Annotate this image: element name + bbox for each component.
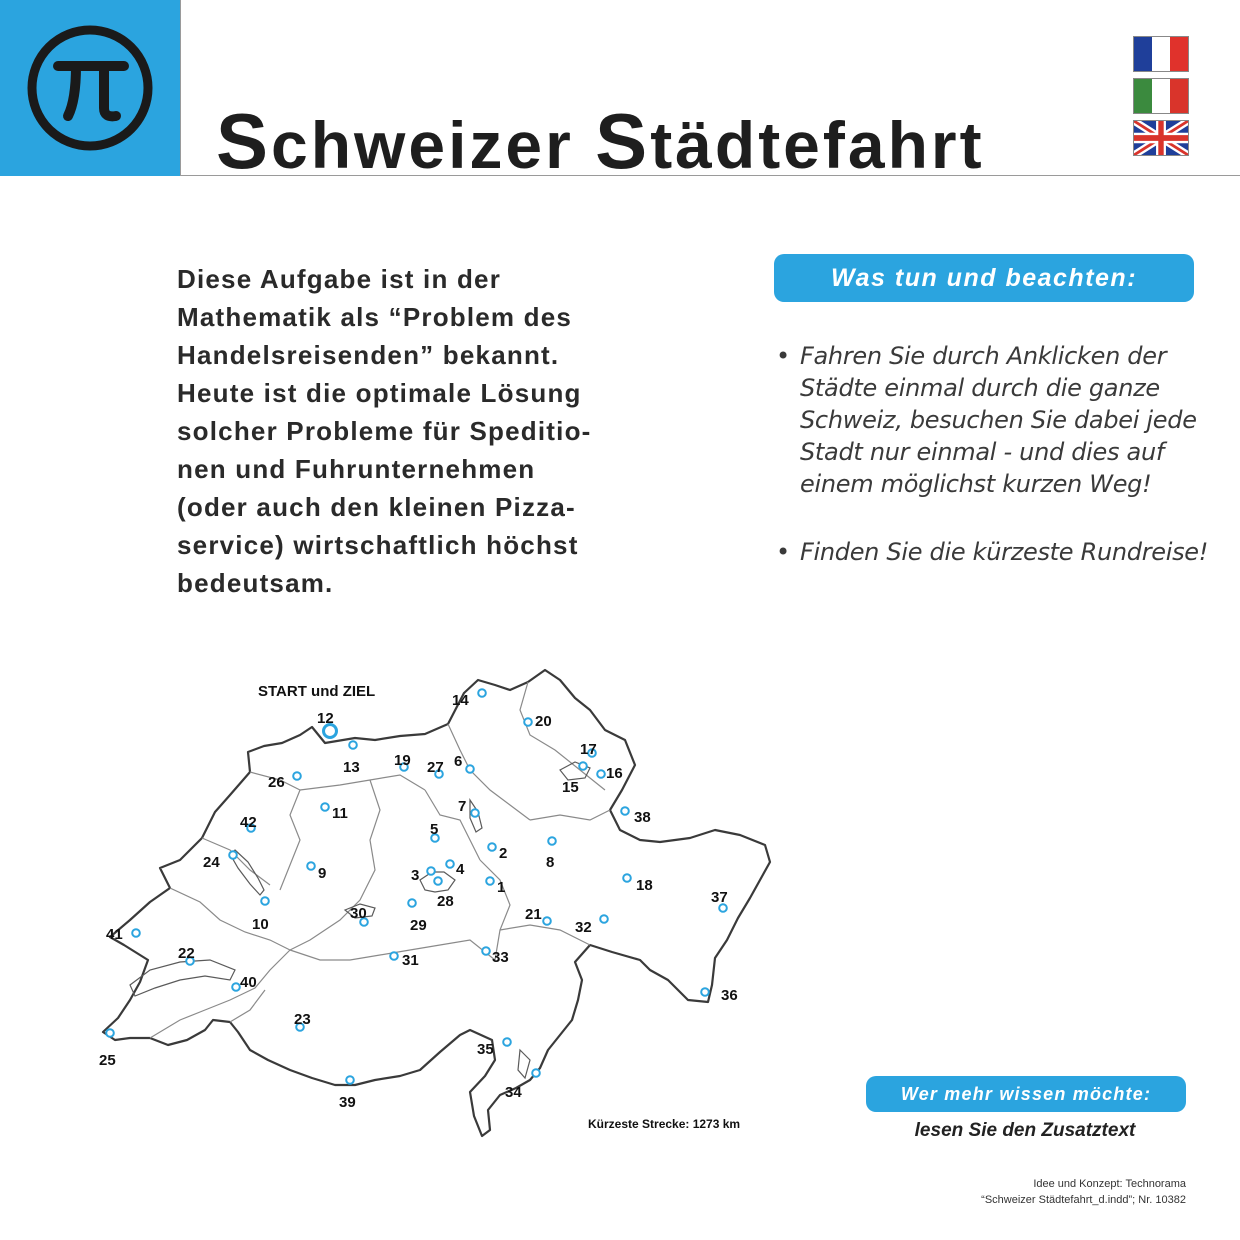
city-label-23: 23 xyxy=(294,1011,311,1028)
intro-line: service) wirtschaftlich höchst xyxy=(177,530,579,560)
city-label-15: 15 xyxy=(562,779,579,796)
city-label-12: 12 xyxy=(317,710,334,727)
instructions-heading: Was tun und beachten: xyxy=(774,254,1194,302)
instruction-line: Stadt nur einmal - und dies auf xyxy=(800,438,1165,466)
credits-line: “Schweizer Städtefahrt_d.indd”; Nr. 10382 xyxy=(981,1194,1186,1206)
intro-line: Handelsreisenden” bekannt. xyxy=(177,340,560,370)
city-marker-31[interactable] xyxy=(390,952,398,960)
credits xyxy=(981,1176,1186,1208)
city-marker-35[interactable] xyxy=(503,1038,511,1046)
title-initial-1: S xyxy=(216,97,272,185)
title-word-1: chweizer xyxy=(271,108,596,182)
city-label-22: 22 xyxy=(178,945,195,962)
city-marker-28[interactable] xyxy=(434,877,442,885)
instruction-line: Schweiz, besuchen Sie dabei jede xyxy=(800,406,1197,434)
city-marker-33[interactable] xyxy=(482,947,490,955)
more-info-heading: Wer mehr wissen möchte: xyxy=(866,1076,1186,1112)
city-label-32: 32 xyxy=(575,919,592,936)
instruction-line: einem möglichst kurzen Weg! xyxy=(800,470,1152,498)
city-label-16: 16 xyxy=(606,765,623,782)
city-marker-4[interactable] xyxy=(446,860,454,868)
pi-icon xyxy=(0,0,180,176)
city-marker-13[interactable] xyxy=(349,741,357,749)
start-finish-label: START und ZIEL xyxy=(258,683,376,700)
city-label-19: 19 xyxy=(394,752,411,769)
switzerland-map xyxy=(0,640,800,1140)
city-marker-36[interactable] xyxy=(701,988,709,996)
intro-line: Mathematik als “Problem des xyxy=(177,302,573,332)
city-label-17: 17 xyxy=(580,741,597,758)
city-label-26: 26 xyxy=(268,774,285,791)
city-label-24: 24 xyxy=(203,854,220,871)
city-label-5: 5 xyxy=(430,821,439,838)
city-marker-11[interactable] xyxy=(321,803,329,811)
city-marker-29[interactable] xyxy=(408,899,416,907)
city-label-10: 10 xyxy=(252,916,269,933)
city-marker-39[interactable] xyxy=(346,1076,354,1084)
city-label-34: 34 xyxy=(505,1084,522,1101)
city-marker-15[interactable] xyxy=(579,762,587,770)
intro-line: nen und Fuhrunternehmen xyxy=(177,454,536,484)
flag-france-icon[interactable] xyxy=(1133,36,1189,72)
city-marker-14[interactable] xyxy=(478,689,486,697)
city-marker-41[interactable] xyxy=(132,929,140,937)
city-label-18: 18 xyxy=(636,877,653,894)
flag-uk-icon[interactable] xyxy=(1133,120,1189,156)
instruction-line: Fahren Sie durch Anklicken der xyxy=(800,342,1167,370)
logo-panel xyxy=(0,0,180,176)
city-marker-34[interactable] xyxy=(532,1069,540,1077)
city-label-9: 9 xyxy=(318,865,327,882)
instruction-line: Finden Sie die kürzeste Rundreise! xyxy=(800,538,1209,566)
city-marker-18[interactable] xyxy=(623,874,631,882)
intro-line: Heute ist die optimale Lösung xyxy=(177,378,582,408)
city-label-21: 21 xyxy=(525,906,542,923)
city-marker-26[interactable] xyxy=(293,772,301,780)
intro-line: (oder auch den kleinen Pizza- xyxy=(177,492,576,522)
city-label-28: 28 xyxy=(437,893,454,910)
city-label-36: 36 xyxy=(721,987,738,1004)
city-label-8: 8 xyxy=(546,854,555,871)
bullet: • xyxy=(776,538,790,566)
city-marker-9[interactable] xyxy=(307,862,315,870)
city-marker-38[interactable] xyxy=(621,807,629,815)
city-label-1: 1 xyxy=(497,879,506,896)
city-label-31: 31 xyxy=(402,952,419,969)
more-info-text[interactable]: lesen Sie den Zusatztext xyxy=(914,1120,1136,1141)
city-label-7: 7 xyxy=(458,798,467,815)
city-label-11: 11 xyxy=(332,805,348,822)
city-marker-10[interactable] xyxy=(261,897,269,905)
city-label-30: 30 xyxy=(350,905,367,922)
title-word-2: tädtefahrt xyxy=(650,108,985,182)
city-label-4: 4 xyxy=(456,861,465,878)
city-marker-7[interactable] xyxy=(471,809,479,817)
bullet: • xyxy=(776,342,790,370)
city-label-27: 27 xyxy=(427,759,444,776)
city-label-37: 37 xyxy=(711,889,728,906)
city-label-39: 39 xyxy=(339,1094,356,1111)
intro-line: Diese Aufgabe ist in der xyxy=(177,264,502,294)
city-label-25: 25 xyxy=(99,1052,116,1069)
city-marker-6[interactable] xyxy=(466,765,474,773)
city-label-42: 42 xyxy=(240,814,257,831)
city-marker-3[interactable] xyxy=(427,867,435,875)
shortest-route-label: Kürzeste Strecke: 1273 km xyxy=(588,1117,741,1131)
city-label-35: 35 xyxy=(477,1041,494,1058)
city-marker-1[interactable] xyxy=(486,877,494,885)
city-label-33: 33 xyxy=(492,949,509,966)
title-initial-2: S xyxy=(595,97,651,185)
city-label-29: 29 xyxy=(410,917,427,934)
city-marker-16[interactable] xyxy=(597,770,605,778)
city-label-38: 38 xyxy=(634,809,651,826)
city-marker-2[interactable] xyxy=(488,843,496,851)
city-marker-21[interactable] xyxy=(543,917,551,925)
city-marker-25[interactable] xyxy=(106,1029,114,1037)
city-marker-20[interactable] xyxy=(524,718,532,726)
city-label-3: 3 xyxy=(411,867,420,884)
city-marker-32[interactable] xyxy=(600,915,608,923)
instruction-item xyxy=(776,536,1216,568)
city-label-2: 2 xyxy=(499,845,508,862)
city-marker-8[interactable] xyxy=(548,837,556,845)
credits-line: Idee und Konzept: Technorama xyxy=(1033,1178,1186,1190)
city-marker-24[interactable] xyxy=(229,851,237,859)
instruction-line: Städte einmal durch die ganze xyxy=(800,374,1160,402)
flag-italy-icon[interactable] xyxy=(1133,78,1189,114)
city-label-6: 6 xyxy=(454,753,463,770)
intro-line: bedeutsam. xyxy=(177,568,334,598)
city-label-13: 13 xyxy=(343,759,360,776)
header-divider xyxy=(180,0,181,176)
city-label-40: 40 xyxy=(240,974,257,991)
city-marker-40[interactable] xyxy=(232,983,240,991)
city-label-41: 41 xyxy=(106,926,123,943)
instructions-list xyxy=(776,340,1216,604)
city-label-20: 20 xyxy=(535,713,552,730)
intro-text xyxy=(177,260,657,602)
intro-line: solcher Probleme für Speditio- xyxy=(177,416,592,446)
instruction-item xyxy=(776,340,1216,500)
page-title xyxy=(216,96,985,187)
city-label-14: 14 xyxy=(452,692,469,709)
